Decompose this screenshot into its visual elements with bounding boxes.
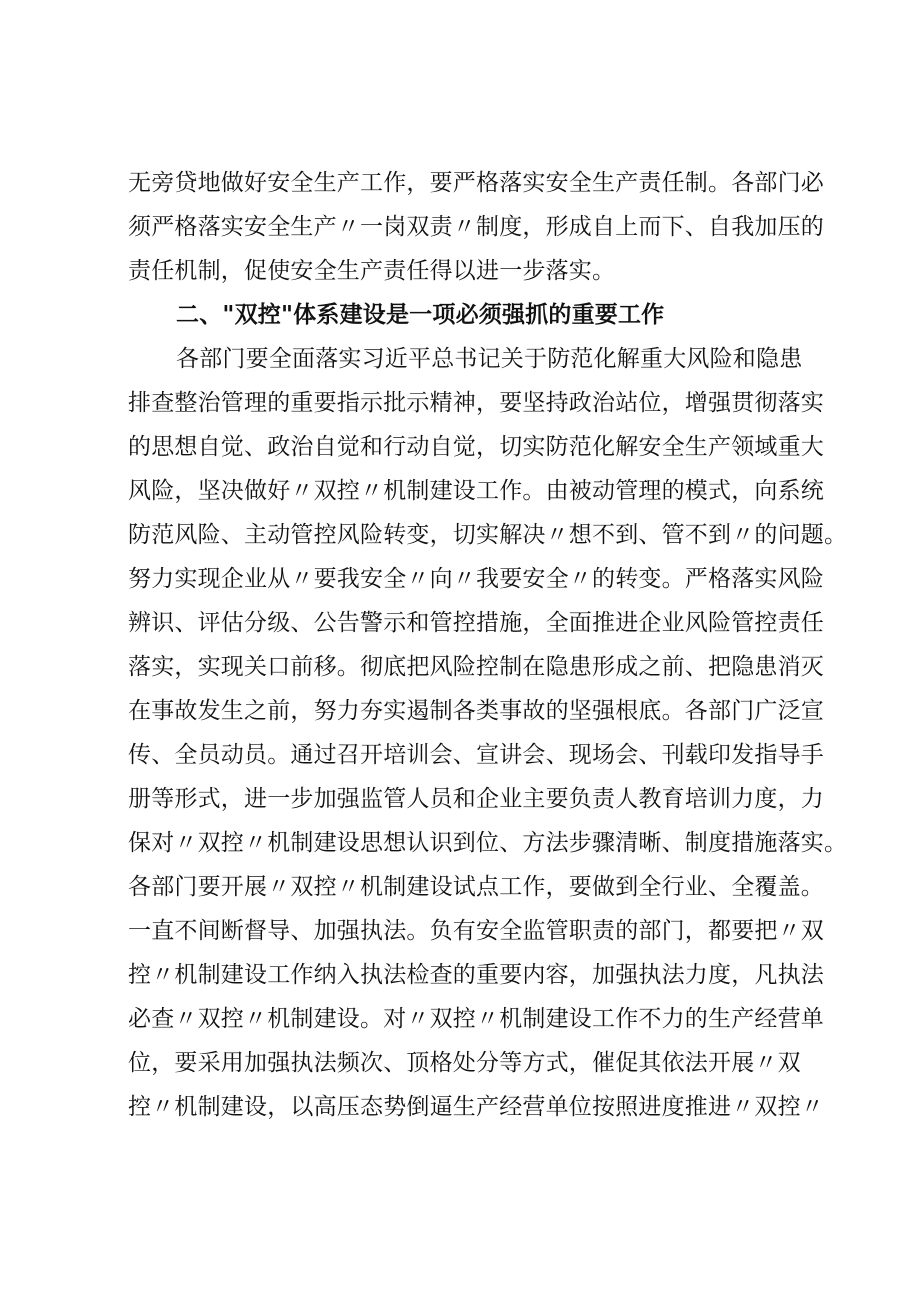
paragraph-line: 无旁贷地做好安全生产工作，要严格落实安全生产责任制。各部门必	[128, 170, 824, 196]
paragraph-line: 控〃机制建设工作纳入执法检查的重要内容，加强执法力度，凡执法	[128, 962, 824, 988]
paragraph-line: 传、全员动员。通过召开培训会、宣讲会、现场会、刊载印发指导手	[128, 742, 824, 768]
paragraph-line: 责任机制，促使安全生产责任得以进一步落实。	[128, 258, 616, 284]
paragraph-line: 册等形式，进一步加强监管人员和企业主要负责人教育培训力度，力	[128, 786, 824, 812]
paragraph-line: 落实，实现关口前移。彻底把风险控制在隐患形成之前、把隐患消灭	[128, 654, 824, 680]
paragraph-line: 位，要采用加强执法频次、顶格处分等方式，催促其依法开展〃双	[128, 1050, 801, 1076]
paragraph-line: 保对〃双控〃机制建设思想认识到位、方法步骤清晰、制度措施落实。	[128, 830, 848, 856]
paragraph-line: 在事故发生之前，努力夯实遏制各类事故的坚强根底。各部门广泛宣	[128, 698, 824, 724]
paragraph-line: 努力实现企业从〃要我安全〃向〃我要安全〃的转变。严格落实风险	[128, 566, 824, 592]
paragraph-line: 辨识、评估分级、公告警示和管控措施，全面推进企业风险管控责任	[128, 610, 824, 636]
paragraph-line: 排查整治管理的重要指示批示精神，要坚持政治站位，增强贯彻落实	[128, 390, 824, 416]
paragraph-line: 控〃机制建设，以高压态势倒逼生产经营单位按照进度推进〃双控〃	[128, 1094, 824, 1120]
paragraph-line: 必查〃双控〃机制建设。对〃双控〃机制建设工作不力的生产经营单	[128, 1006, 824, 1032]
paragraph-line: 各部门要开展〃双控〃机制建设试点工作，要做到全行业、全覆盖。	[128, 874, 824, 900]
paragraph-line: 须严格落实安全生产〃一岗双责〃制度，形成自上而下、自我加压的	[128, 214, 824, 240]
paragraph-line: 防范风险、主动管控风险转变，切实解决〃想不到、管不到〃的问题。	[128, 522, 848, 548]
section-heading: 二、"双控"体系建设是一项必须强抓的重要工作	[176, 301, 665, 328]
paragraph-line: 的思想自觉、政治自觉和行动自觉，切实防范化解安全生产领域重大	[128, 434, 824, 460]
paragraph-line: 各部门要全面落实习近平总书记关于防范化解重大风险和隐患	[176, 346, 803, 372]
paragraph-line: 风险，坚决做好〃双控〃机制建设工作。由被动管理的模式，向系统	[128, 478, 824, 504]
paragraph-line: 一直不间断督导、加强执法。负有安全监管职责的部门，都要把〃双	[128, 918, 824, 944]
